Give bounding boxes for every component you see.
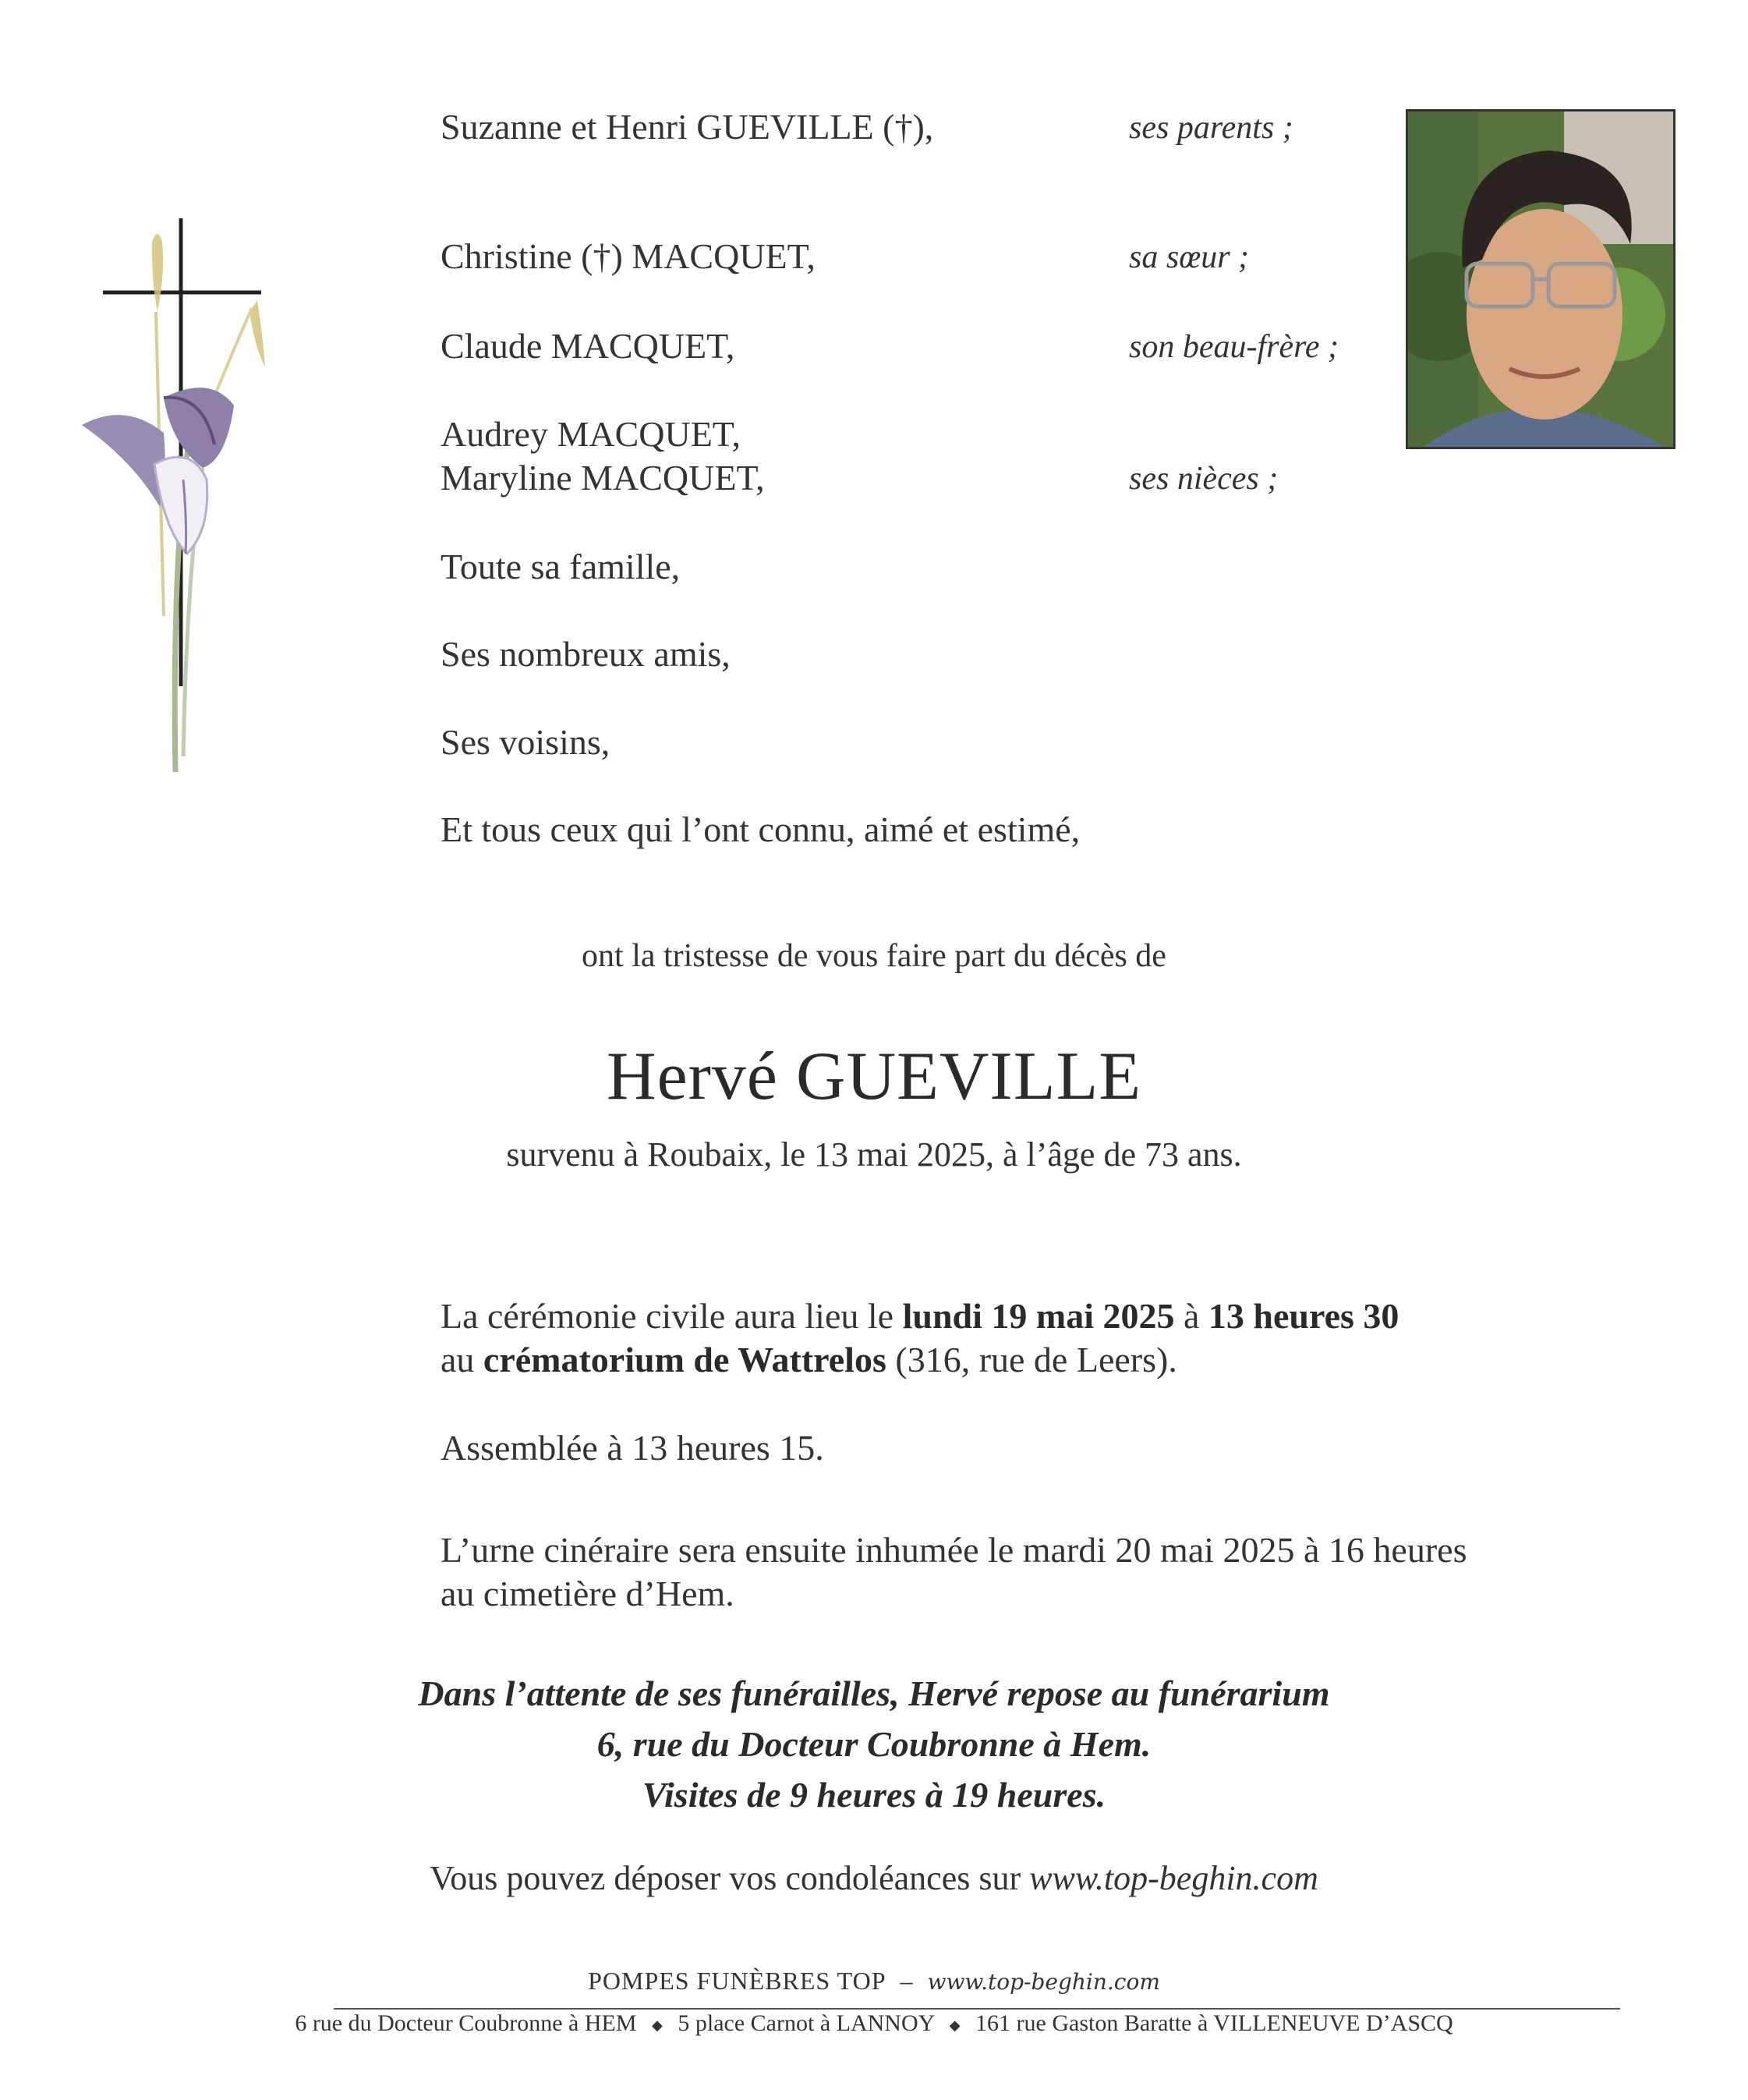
footer-company-name: POMPES FUNÈBRES TOP xyxy=(588,1967,886,1995)
diamond-separator-icon: ◆ xyxy=(652,2017,663,2033)
family-member-5: Maryline MACQUET, xyxy=(441,458,765,498)
viewing-line-1: Dans l’attente de ses funérailles, Hervé repose au funérarium xyxy=(418,1673,1330,1713)
footer-address-3: 161 rue Gaston Baratte à VILLENEUVE D’ASCQ xyxy=(975,2010,1453,2036)
diamond-separator-icon: ◆ xyxy=(949,2017,961,2033)
ceremony-line-2 xyxy=(441,1338,1177,1382)
relation-5: ses nièces ; xyxy=(1129,461,1279,497)
relation-3: son beau-frère ; xyxy=(1129,329,1339,365)
portrait-photo xyxy=(1406,109,1675,449)
relation-1: ses parents ; xyxy=(1129,110,1293,146)
condolences-link[interactable]: www.top-beghin.com xyxy=(1029,1859,1318,1897)
footer-address-2: 5 place Carnot à LANNOY xyxy=(678,2010,935,2036)
announcement-text: ont la tristesse de vous faire part du décès de xyxy=(582,938,1166,974)
ceremony-address: (316, rue de Leers). xyxy=(886,1340,1177,1379)
others-line-4: Et tous ceux qui l’ont connu, aimé et estimé, xyxy=(441,809,1081,849)
footer-company-line xyxy=(0,1967,1748,1996)
burial-line-1: L’urne cinéraire sera ensuite inhumée le mardi 20 mai 2025 à 16 heures xyxy=(441,1530,1467,1570)
ceremony-time: 13 heures 30 xyxy=(1208,1296,1399,1336)
ceremony-date: lundi 19 mai 2025 xyxy=(902,1296,1175,1336)
family-member-3: Claude MACQUET, xyxy=(441,326,735,366)
ceremony-at: à xyxy=(1174,1296,1208,1336)
others-line-3: Ses voisins, xyxy=(441,722,610,762)
footer-address-1: 6 rue du Docteur Coubronne à HEM xyxy=(295,2010,637,2036)
assembly-text: Assemblée à 13 heures 15. xyxy=(441,1428,824,1468)
others-line-1: Toute sa famille, xyxy=(441,547,681,586)
burial-line-2: au cimetière d’Hem. xyxy=(441,1574,734,1613)
ceremony-place-prefix: au xyxy=(441,1340,483,1379)
deceased-name: Hervé GUEVILLE xyxy=(607,1039,1141,1114)
ceremony-place: crématorium de Wattrelos xyxy=(483,1340,886,1379)
family-member-1: Suzanne et Henri GUEVILLE (†), xyxy=(441,107,934,147)
others-line-2: Ses nombreux amis, xyxy=(441,634,731,674)
cross-lily-illustration xyxy=(70,211,296,803)
footer-website-link[interactable]: www.top-beghin.com xyxy=(927,1969,1160,1995)
relation-2: sa sœur ; xyxy=(1129,239,1250,275)
footer-addresses xyxy=(0,2010,1748,2037)
ceremony-prefix: La cérémonie civile aura lieu le xyxy=(441,1296,903,1336)
condolences-prefix: Vous pouvez déposer vos condoléances sur xyxy=(430,1859,1030,1897)
footer-dash: – xyxy=(900,1967,914,1995)
death-details: survenu à Roubaix, le 13 mai 2025, à l’âge de 73 ans. xyxy=(506,1135,1242,1174)
viewing-line-3: Visites de 9 heures à 19 heures. xyxy=(642,1775,1106,1815)
family-member-2: Christine (†) MACQUET, xyxy=(441,236,816,276)
viewing-line-2: 6, rue du Docteur Coubronne à Hem. xyxy=(596,1724,1152,1764)
ceremony-line-1 xyxy=(441,1294,1399,1338)
footer-divider xyxy=(334,2008,1620,2010)
family-member-4: Audrey MACQUET, xyxy=(441,414,741,454)
condolences-line xyxy=(0,1858,1748,1898)
portrait-image xyxy=(1408,112,1673,447)
